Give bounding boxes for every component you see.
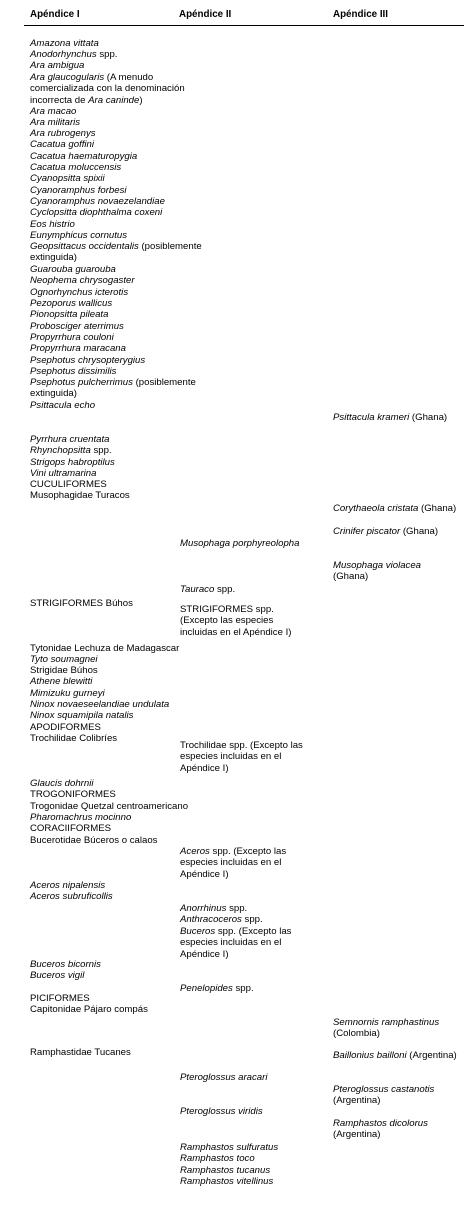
species-entry xyxy=(30,185,127,196)
taxon-name: Baillonius bailloni xyxy=(333,1050,407,1061)
species-entry xyxy=(30,434,109,445)
header-appendix-3: Apéndice III xyxy=(333,9,388,20)
entry-text: (posiblemente extinguida) xyxy=(30,241,202,264)
species-entry xyxy=(30,676,92,687)
species-entry xyxy=(180,1153,255,1164)
species-entry xyxy=(333,503,458,514)
taxon-name: Buceros xyxy=(180,926,216,937)
species-entry xyxy=(30,275,135,286)
entry-text: PICIFORMES xyxy=(30,993,90,1004)
entry-text: ) xyxy=(139,94,143,106)
species-entry xyxy=(180,584,235,595)
taxon-name: Guarouba guarouba xyxy=(30,264,116,275)
species-entry xyxy=(30,457,115,468)
taxon-name: Strigops habroptilus xyxy=(30,457,115,468)
taxon-name: Musophaga porphyreolopha xyxy=(180,538,300,549)
species-entry xyxy=(180,1106,263,1117)
species-entry xyxy=(30,196,165,207)
species-entry xyxy=(30,139,94,150)
taxon-name: Athene blewitti xyxy=(30,676,93,687)
species-entry xyxy=(30,959,101,970)
taxon-name: Vini ultramarina xyxy=(30,468,97,479)
taxon-name: Pharomachrus mocinno xyxy=(30,812,132,823)
entry-text: (Excepto las especies incluidas en el Apéndice I) xyxy=(180,740,303,774)
taxon-name: Penelopides xyxy=(180,983,233,994)
entry-text: Trogonidae Quetzal centroamericano xyxy=(30,801,189,812)
taxon-name: Ramphastos tucanus xyxy=(180,1165,271,1176)
taxon-name: Ara macao xyxy=(30,106,77,117)
taxon-name: Psittacula krameri xyxy=(333,412,410,423)
taxon-name: Pionopsitta pileata xyxy=(30,309,109,320)
header-divider xyxy=(24,25,464,26)
taxon-name: Glaucis dohrnii xyxy=(30,778,94,789)
taxon-name: Corythaeola cristata xyxy=(333,503,419,514)
species-entry xyxy=(180,740,304,774)
header-appendix-1: Apéndice I xyxy=(30,9,80,20)
species-entry xyxy=(30,778,93,789)
species-entry xyxy=(30,490,130,501)
taxon-name: Psephotus dissimilis xyxy=(30,366,117,377)
species-entry xyxy=(180,914,263,925)
entry-text: STRIGIFORMES Búhos xyxy=(30,598,133,609)
species-entry xyxy=(333,1084,458,1107)
species-entry xyxy=(30,710,133,721)
entry-text: (A menudo comercializada con la denominación incorrecta de xyxy=(30,72,185,106)
taxon-name: Cacatua haematuropygia xyxy=(30,151,138,162)
taxon-name: Aceros xyxy=(180,846,210,857)
table-header xyxy=(0,0,469,24)
species-entry xyxy=(30,468,96,479)
taxon-name: Propyrrhura maracana xyxy=(30,343,126,354)
taxon-name: Anthracoceros xyxy=(180,914,242,925)
entry-text: Tytonidae Lechuza de Madagascar xyxy=(30,643,180,654)
taxon-name: Ara ambigua xyxy=(30,60,85,71)
species-entry xyxy=(30,1004,148,1015)
taxon-name: Tyto soumagnei xyxy=(30,654,98,665)
species-entry xyxy=(180,604,304,638)
taxon-name: Ara caninde xyxy=(88,94,140,106)
species-entry xyxy=(30,654,98,665)
species-entry xyxy=(30,332,114,343)
taxon-name: Psittacula echo xyxy=(30,400,96,411)
species-entry xyxy=(30,230,127,241)
entry-text: Strigidae Búhos xyxy=(30,665,98,676)
species-entry xyxy=(30,801,188,812)
entry-text: spp. (Excepto las especies incluidas en el Apéndice I) xyxy=(180,926,292,960)
species-entry xyxy=(333,1118,458,1141)
taxon-name: Cacatua moluccensis xyxy=(30,162,122,173)
species-entry xyxy=(30,598,133,609)
taxon-name: Psephotus pulcherrimus xyxy=(30,377,133,388)
entry-text: Ramphastidae Tucanes xyxy=(30,1047,131,1058)
species-entry xyxy=(30,49,117,60)
taxon-name: Mimizuku gurneyi xyxy=(30,688,105,699)
species-entry xyxy=(30,993,90,1004)
species-entry xyxy=(30,241,205,264)
taxon-name: Anodorhynchus xyxy=(30,49,97,60)
entry-text: (Argentina) xyxy=(333,1129,381,1141)
entry-text: CUCULIFORMES xyxy=(30,479,107,490)
entry-text: spp. xyxy=(226,903,248,914)
species-entry xyxy=(30,207,162,218)
taxon-name: Pezoporus wallicus xyxy=(30,298,113,309)
taxon-name: Ramphastos vitellinus xyxy=(180,1176,274,1187)
species-entry xyxy=(180,903,247,914)
taxon-name: Buceros bicornis xyxy=(30,959,101,970)
taxon-name: Ninox squamipila natalis xyxy=(30,710,134,721)
species-entry xyxy=(30,970,84,981)
species-entry xyxy=(30,38,99,49)
entry-text: (Ghana) xyxy=(418,503,457,514)
entry-text: TROGONIFORMES xyxy=(30,789,116,800)
taxon-name: Ara rubrogenys xyxy=(30,128,96,139)
species-entry xyxy=(180,538,304,549)
header-appendix-2: Apéndice II xyxy=(179,9,232,20)
taxon-name: Ramphastos toco xyxy=(180,1153,255,1164)
species-entry xyxy=(30,60,84,71)
species-entry xyxy=(180,1176,273,1187)
taxon-name: Anorrhinus xyxy=(180,903,227,914)
entry-text: (Ghana) xyxy=(333,571,369,583)
species-entry xyxy=(333,560,458,583)
taxon-name: Ramphastos sulfuratus xyxy=(180,1142,279,1153)
species-entry xyxy=(30,377,205,400)
taxon-name: Eunymphicus cornutus xyxy=(30,230,128,241)
entry-text: Trochilidae Colibríes xyxy=(30,733,118,744)
species-entry xyxy=(30,665,98,676)
taxon-name: Probosciger aterrimus xyxy=(30,321,124,332)
species-entry xyxy=(30,400,95,411)
species-entry xyxy=(30,264,116,275)
taxon-name: Pyrrhura cruentata xyxy=(30,434,110,445)
taxon-name: Buceros vigil xyxy=(30,970,85,981)
species-entry xyxy=(30,643,179,654)
species-entry xyxy=(333,1017,458,1040)
species-entry xyxy=(333,1050,458,1061)
taxon-name: Semnornis ramphastinus xyxy=(333,1017,440,1028)
taxon-name: Aceros nipalensis xyxy=(30,880,106,891)
taxon-name: Ara glaucogularis xyxy=(30,72,105,83)
species-entry xyxy=(180,846,304,880)
taxon-name: Crinifer piscator xyxy=(333,526,401,537)
species-entry xyxy=(30,128,96,139)
entry-text: Bucerotidae Búceros o calaos xyxy=(30,835,158,846)
species-entry xyxy=(30,343,126,354)
species-entry xyxy=(180,983,254,994)
entry-text: spp. (Excepto las especies incluidas en el Apéndice I) xyxy=(180,846,287,880)
entry-text: (Excepto las especies incluidas en el Apéndice I) xyxy=(180,615,292,638)
species-entry xyxy=(180,1165,270,1176)
taxon-name: Pteroglossus castanotis xyxy=(333,1084,435,1095)
taxon-name: Aceros subruficollis xyxy=(30,891,113,902)
species-entry xyxy=(30,479,107,490)
taxon-name: Amazona vittata xyxy=(30,38,99,49)
taxon-name: Ramphastos dicolorus xyxy=(333,1118,428,1129)
entry-text: spp. xyxy=(96,49,118,60)
entry-text: (Ghana) xyxy=(400,526,439,537)
species-entry xyxy=(30,309,108,320)
species-entry xyxy=(30,72,205,106)
species-entry xyxy=(333,526,438,537)
taxon-name: Propyrrhura couloni xyxy=(30,332,114,343)
entry-text: (posiblemente extinguida) xyxy=(30,377,196,400)
species-entry xyxy=(30,298,112,309)
species-entry xyxy=(30,162,121,173)
species-entry xyxy=(30,835,157,846)
entry-text: APODIFORMES xyxy=(30,722,101,733)
taxon-name: Neophema chrysogaster xyxy=(30,275,135,286)
taxon-name: Ara militaris xyxy=(30,117,81,128)
species-entry xyxy=(30,287,128,298)
entry-text: CORACIIFORMES xyxy=(30,823,112,834)
entry-text: Trochilidae spp. xyxy=(180,740,248,751)
entry-text: STRIGIFORMES spp. xyxy=(180,604,274,615)
species-entry xyxy=(30,321,124,332)
taxon-name: Cyanoramphus forbesi xyxy=(30,185,127,196)
taxon-name: Ognorhynchus icterotis xyxy=(30,287,129,298)
taxon-name: Psephotus chrysopterygius xyxy=(30,355,146,366)
entry-text: (Ghana) xyxy=(409,412,448,423)
taxon-name: Rhynchopsitta xyxy=(30,445,91,456)
species-entry xyxy=(180,1142,278,1153)
taxon-name: Cyclopsitta diophthalma coxeni xyxy=(30,207,163,218)
species-entry xyxy=(30,219,75,230)
entry-text: (Argentina) xyxy=(406,1050,457,1061)
species-entry xyxy=(30,445,112,456)
species-entry xyxy=(30,722,101,733)
species-entry xyxy=(30,106,76,117)
taxon-name: Cyanoramphus novaezelandiae xyxy=(30,196,165,207)
species-entry xyxy=(30,1047,131,1058)
taxon-name: Geopsittacus occidentalis xyxy=(30,241,139,252)
taxon-name: Cacatua goffini xyxy=(30,139,94,150)
taxon-name: Cyanopsitta spixii xyxy=(30,173,105,184)
species-entry xyxy=(30,812,131,823)
entry-text: Capitonidae Pájaro compás xyxy=(30,1004,148,1015)
taxon-name: Pteroglossus aracari xyxy=(180,1072,268,1083)
taxon-name: Ninox novaeseelandiae undulata xyxy=(30,699,170,710)
species-entry xyxy=(333,412,458,423)
species-entry xyxy=(30,173,105,184)
taxon-name: Eos histrio xyxy=(30,219,75,230)
entry-text: spp. xyxy=(232,983,254,994)
species-entry xyxy=(30,151,137,162)
entry-text: (Colombia) xyxy=(333,1028,380,1040)
species-entry xyxy=(180,1072,267,1083)
taxon-name: Tauraco xyxy=(180,584,215,595)
entry-text: spp. xyxy=(214,584,236,595)
entry-text: (Argentina) xyxy=(333,1095,381,1107)
species-entry xyxy=(30,733,117,744)
species-entry xyxy=(30,699,169,710)
species-entry xyxy=(30,366,116,377)
entry-text: Musophagidae Turacos xyxy=(30,490,130,501)
species-entry xyxy=(30,117,80,128)
species-entry xyxy=(30,891,113,902)
species-entry xyxy=(30,355,145,366)
species-entry xyxy=(180,926,304,960)
taxon-name: Musophaga violacea xyxy=(333,560,422,571)
taxon-name: Pteroglossus viridis xyxy=(180,1106,263,1117)
species-entry xyxy=(30,688,105,699)
species-entry xyxy=(30,823,111,834)
species-entry xyxy=(30,880,105,891)
entry-text: spp. xyxy=(241,914,263,925)
species-entry xyxy=(30,789,116,800)
entry-text: spp. xyxy=(90,445,112,456)
